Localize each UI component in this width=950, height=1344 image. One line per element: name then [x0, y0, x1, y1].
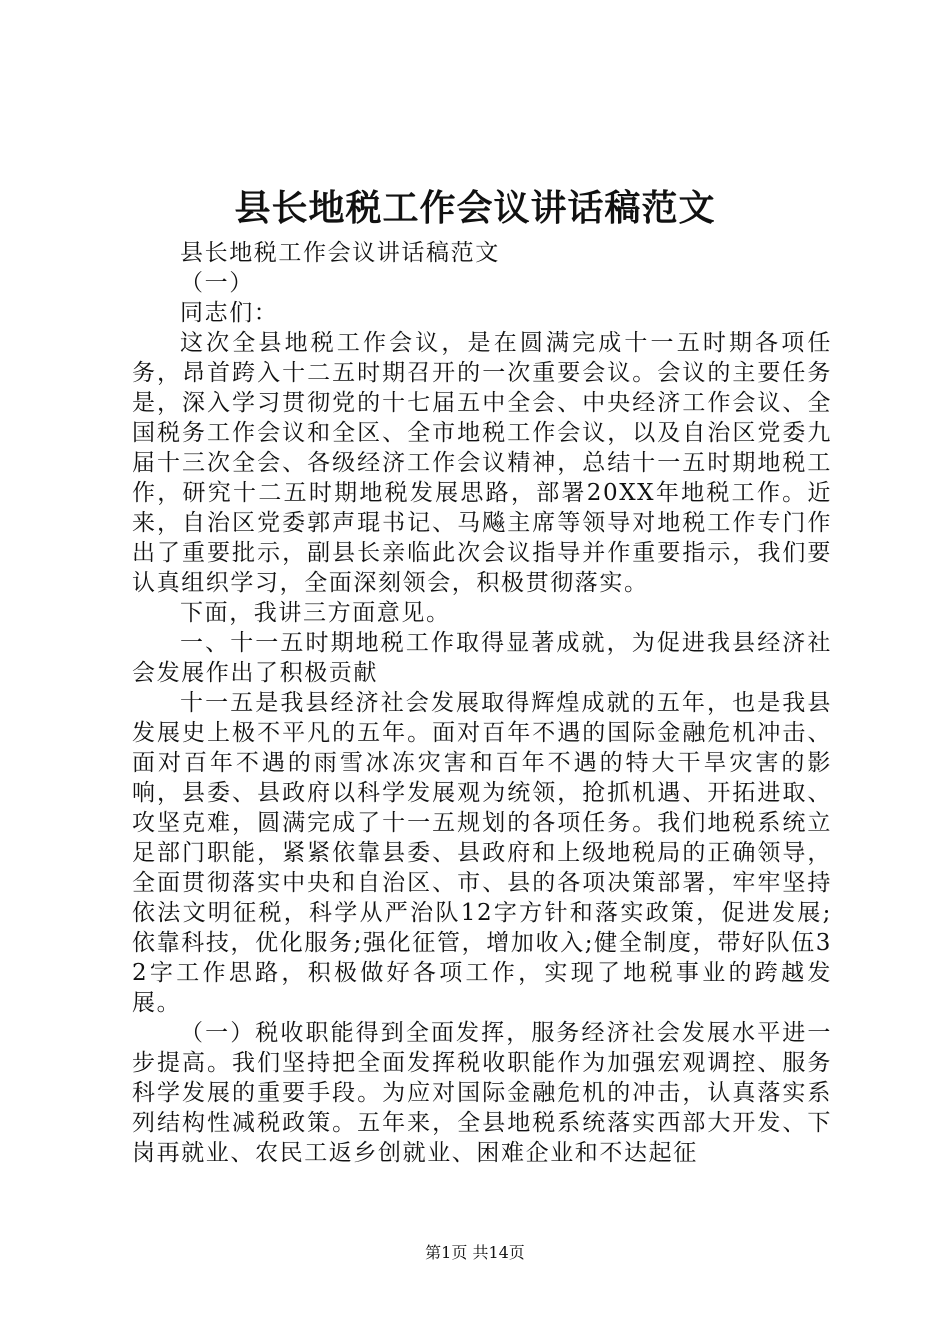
body-paragraph: 这次全县地税工作会议，是在圆满完成十一五时期各项任务，昂首跨入十二五时期召开的一次重要会议。会议的主要任务是，深入学习贯彻党的十七届五中全会、中央经济工作会议、全国税务工作会议和全区、全市地税工作会议，以及自治区党委九届十三次全会、各级经济工作会议精神，总结十一五时期地税工作，研究十二五时期地税发展思路，部署20XX年地税工作。近来，自治区党委郭声琨书记、马飚主席等领导对地税工作专门作出了重要批示，副县长亲临此次会议指导并作重要指示，我们要认真组织学习，全面深刻领会，积极贯彻落实。 [132, 330, 832, 596]
body-paragraph: （一）税收职能得到全面发挥，服务经济社会发展水平进一步提高。我们坚持把全面发挥税收职能作为加强宏观调控、服务科学发展的重要手段。为应对国际金融危机的冲击，认真落实系列结构性减税政策。五年来，全县地税系统落实西部大开发、下岗再就业、农民工返乡创就业、困难企业和不达起征 [132, 1020, 832, 1166]
body-subtitle: 县长地税工作会议讲话稿范文 [180, 240, 500, 266]
body-paragraph: 下面，我讲三方面意见。 [180, 600, 451, 626]
body-paragraph: 十一五是我县经济社会发展取得辉煌成就的五年，也是我县发展史上极不平凡的五年。面对百年不遇的国际金融危机冲击、面对百年不遇的雨雪冰冻灾害和百年不遇的特大干旱灾害的影响，县委、县政府以科学发展观为统领，抢抓机遇、开拓进取、攻坚克难，圆满完成了十一五规划的各项任务。我们地税系统立足部门职能，紧紧依靠县委、县政府和上级地税局的正确领导，全面贯彻落实中央和自治区、市、县的各项决策部署，牢牢坚持依法文明征税，科学从严治队12字方针和落实政策，促进发展;依靠科技，优化服务;强化征管，增加收入;健全制度，带好队伍32字工作思路，积极做好各项工作，实现了地税事业的跨越发展。 [132, 690, 832, 1016]
page-footer: 第1页 共14页 [425, 1243, 525, 1262]
section-heading: 一、十一五时期地税工作取得显著成就，为促进我县经济社会发展作出了积极贡献 [132, 630, 832, 686]
salutation: 同志们： [180, 300, 279, 326]
section-marker: （一） [180, 270, 254, 296]
document-body [132, 238, 832, 1168]
document-title: 县长地税工作会议讲话稿范文 [234, 187, 716, 229]
